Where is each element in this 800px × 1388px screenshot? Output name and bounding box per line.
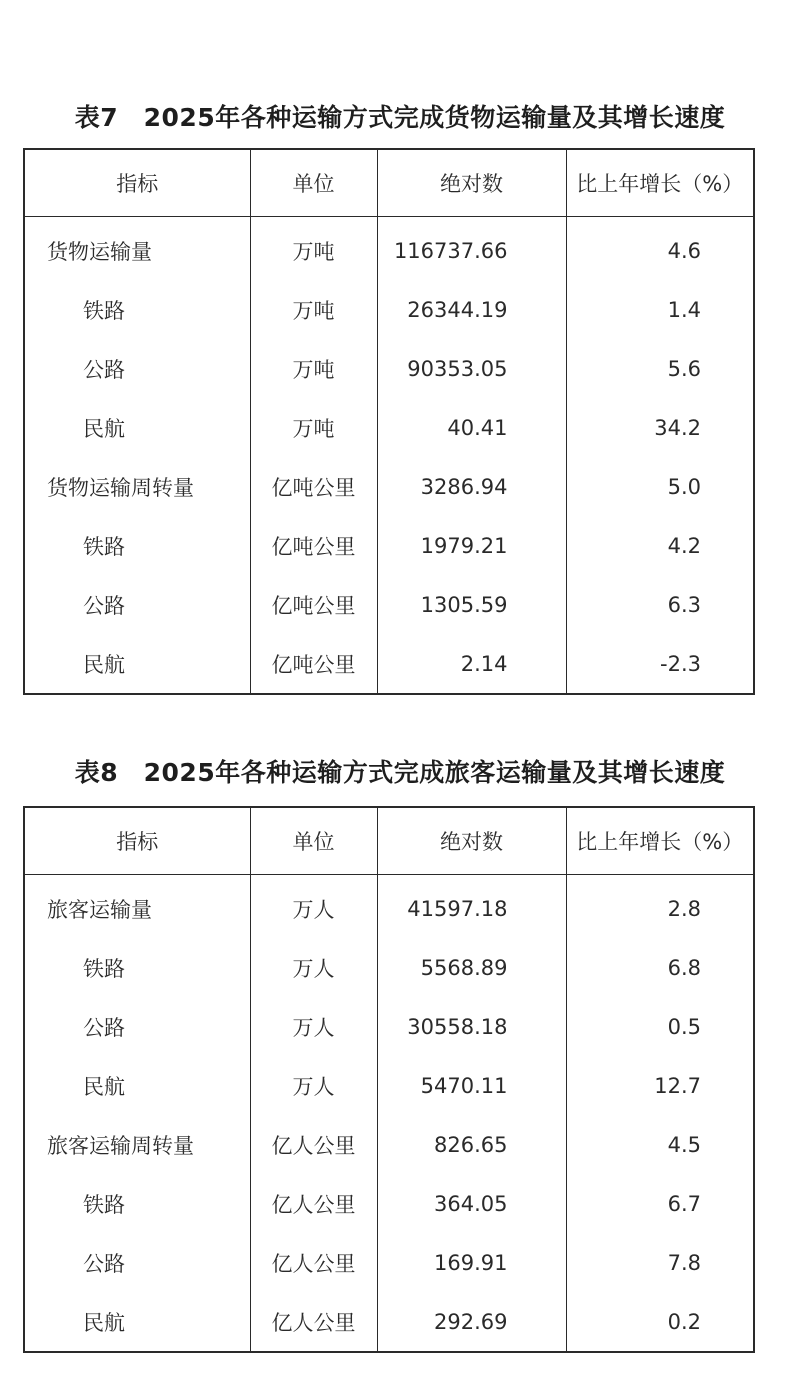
header-growth: 比上年增长（%）	[566, 807, 754, 875]
indicator-cell: 铁路	[83, 534, 125, 559]
unit-cell: 亿吨公里	[250, 457, 377, 516]
growth-cell: 5.0	[566, 457, 754, 516]
absolute-cell: 364.05	[377, 1174, 566, 1233]
header-row	[24, 807, 754, 875]
indicator-cell: 公路	[83, 1015, 125, 1040]
growth-cell: 0.5	[566, 997, 754, 1056]
absolute-cell: 26344.19	[377, 280, 566, 339]
header-unit: 单位	[250, 149, 377, 217]
growth-cell: -2.3	[566, 634, 754, 694]
absolute-cell: 41597.18	[377, 875, 566, 939]
absolute-cell: 826.65	[377, 1115, 566, 1174]
absolute-cell: 30558.18	[377, 997, 566, 1056]
indicator-cell: 货物运输量	[47, 239, 152, 264]
header-growth: 比上年增长（%）	[566, 149, 754, 217]
growth-cell: 6.3	[566, 575, 754, 634]
growth-cell: 0.2	[566, 1292, 754, 1352]
growth-cell: 4.6	[566, 217, 754, 281]
unit-cell: 亿吨公里	[250, 575, 377, 634]
table-row	[24, 1115, 754, 1174]
growth-cell: 34.2	[566, 398, 754, 457]
table-row	[24, 1056, 754, 1115]
indicator-cell: 民航	[83, 416, 125, 441]
growth-cell: 4.5	[566, 1115, 754, 1174]
indicator-cell: 民航	[83, 652, 125, 677]
indicator-cell: 铁路	[83, 1192, 125, 1217]
absolute-cell: 2.14	[377, 634, 566, 694]
table-row	[24, 634, 754, 694]
absolute-cell: 116737.66	[377, 217, 566, 281]
absolute-cell: 1979.21	[377, 516, 566, 575]
indicator-cell: 旅客运输量	[47, 897, 152, 922]
growth-cell: 2.8	[566, 875, 754, 939]
unit-cell: 万吨	[250, 339, 377, 398]
header-absolute: 绝对数	[377, 807, 566, 875]
indicator-cell: 货物运输周转量	[47, 475, 194, 500]
header-indicator: 指标	[24, 149, 250, 217]
unit-cell: 亿人公里	[250, 1174, 377, 1233]
indicator-cell: 民航	[83, 1310, 125, 1335]
unit-cell: 亿吨公里	[250, 516, 377, 575]
header-unit: 单位	[250, 807, 377, 875]
header-absolute: 绝对数	[377, 149, 566, 217]
unit-cell: 万人	[250, 938, 377, 997]
absolute-cell: 1305.59	[377, 575, 566, 634]
table-7-title: 表7 2025年各种运输方式完成货物运输量及其增长速度	[74, 103, 726, 132]
growth-cell: 12.7	[566, 1056, 754, 1115]
growth-cell: 7.8	[566, 1233, 754, 1292]
header-row	[24, 149, 754, 217]
indicator-cell: 公路	[83, 357, 125, 382]
table-row	[24, 1233, 754, 1292]
table-row	[24, 997, 754, 1056]
table-row	[24, 339, 754, 398]
indicator-cell: 铁路	[83, 298, 125, 323]
freight-transport-table	[23, 148, 755, 695]
indicator-cell: 公路	[83, 593, 125, 618]
unit-cell: 亿吨公里	[250, 634, 377, 694]
indicator-cell: 民航	[83, 1074, 125, 1099]
table-row	[24, 280, 754, 339]
unit-cell: 亿人公里	[250, 1292, 377, 1352]
table-row	[24, 516, 754, 575]
table-row	[24, 217, 754, 281]
unit-cell: 亿人公里	[250, 1115, 377, 1174]
indicator-cell: 铁路	[83, 956, 125, 981]
growth-cell: 6.8	[566, 938, 754, 997]
table-row	[24, 457, 754, 516]
growth-cell: 1.4	[566, 280, 754, 339]
unit-cell: 万吨	[250, 398, 377, 457]
table-row	[24, 875, 754, 939]
growth-cell: 5.6	[566, 339, 754, 398]
absolute-cell: 292.69	[377, 1292, 566, 1352]
unit-cell: 亿人公里	[250, 1233, 377, 1292]
absolute-cell: 90353.05	[377, 339, 566, 398]
unit-cell: 万吨	[250, 280, 377, 339]
table-row	[24, 575, 754, 634]
unit-cell: 万吨	[250, 217, 377, 281]
absolute-cell: 169.91	[377, 1233, 566, 1292]
header-indicator: 指标	[24, 807, 250, 875]
indicator-cell: 公路	[83, 1251, 125, 1276]
table-8-title: 表8 2025年各种运输方式完成旅客运输量及其增长速度	[74, 758, 726, 787]
absolute-cell: 3286.94	[377, 457, 566, 516]
absolute-cell: 5568.89	[377, 938, 566, 997]
table-row	[24, 398, 754, 457]
table-row	[24, 1292, 754, 1352]
indicator-cell: 旅客运输周转量	[47, 1133, 194, 1158]
unit-cell: 万人	[250, 1056, 377, 1115]
unit-cell: 万人	[250, 875, 377, 939]
absolute-cell: 40.41	[377, 398, 566, 457]
passenger-transport-table	[23, 806, 755, 1353]
growth-cell: 4.2	[566, 516, 754, 575]
absolute-cell: 5470.11	[377, 1056, 566, 1115]
table-row	[24, 1174, 754, 1233]
growth-cell: 6.7	[566, 1174, 754, 1233]
unit-cell: 万人	[250, 997, 377, 1056]
table-row	[24, 938, 754, 997]
